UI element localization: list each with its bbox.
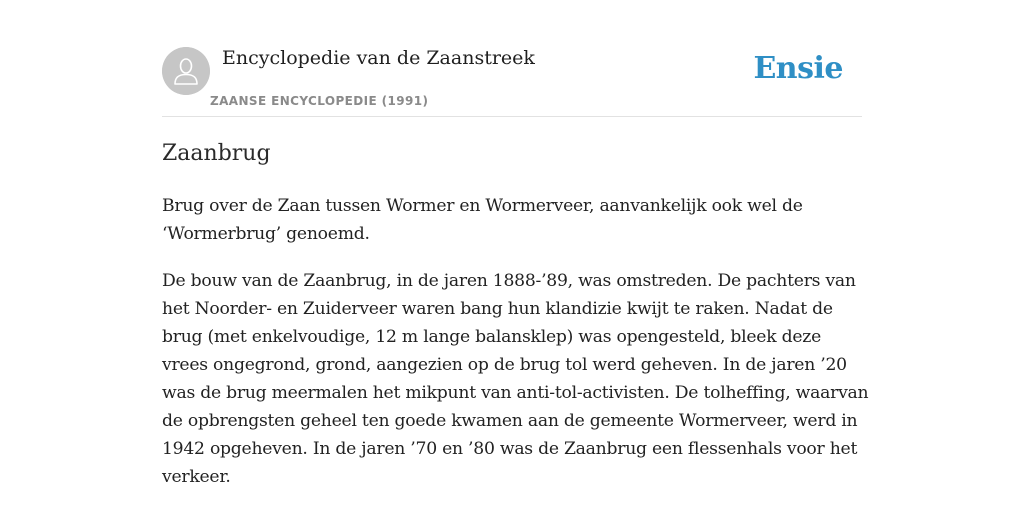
source-header: [162, 0, 862, 117]
user-icon[interactable]: [162, 47, 210, 95]
brand-logo[interactable]: Ensie: [753, 51, 843, 86]
article: [162, 0, 869, 487]
source-title[interactable]: Encyclopedie van de Zaanstreek: [222, 47, 535, 69]
entry-paragraph: Brug over de Zaan tussen Wormer en Wormerveer, aanvankelijk ook wel de ‘Wormerbrug’ genoemd.: [162, 196, 803, 244]
entry-title: Zaanbrug: [162, 141, 271, 166]
entry-paragraph: De bouw van de Zaanbrug, in de jaren 1888-’89, was omstreden. De pachters van het Noorder- en Zuiderveer waren bang hun klandizie kwijt te raken. Nadat de brug (met enkelvoudige, 12 m lange balansklep) was opengesteld, bleek deze vrees ongegrond, grond, aangezien op de brug tol werd geheven. In de jaren ’20 was de brug meermalen het mikpunt van anti-tol-activisten. De tolheffing, waarvan de opbrengsten geheel ten goede kwamen aan de gemeente Wormerveer, werd in 1942 opgeheven. In de jaren ’70 en ’80 was de Zaanbrug een flessenhals voor het verkeer.: [162, 271, 869, 487]
source-subtitle: ZAANSE ENCYCLOPEDIE (1991): [210, 94, 429, 108]
